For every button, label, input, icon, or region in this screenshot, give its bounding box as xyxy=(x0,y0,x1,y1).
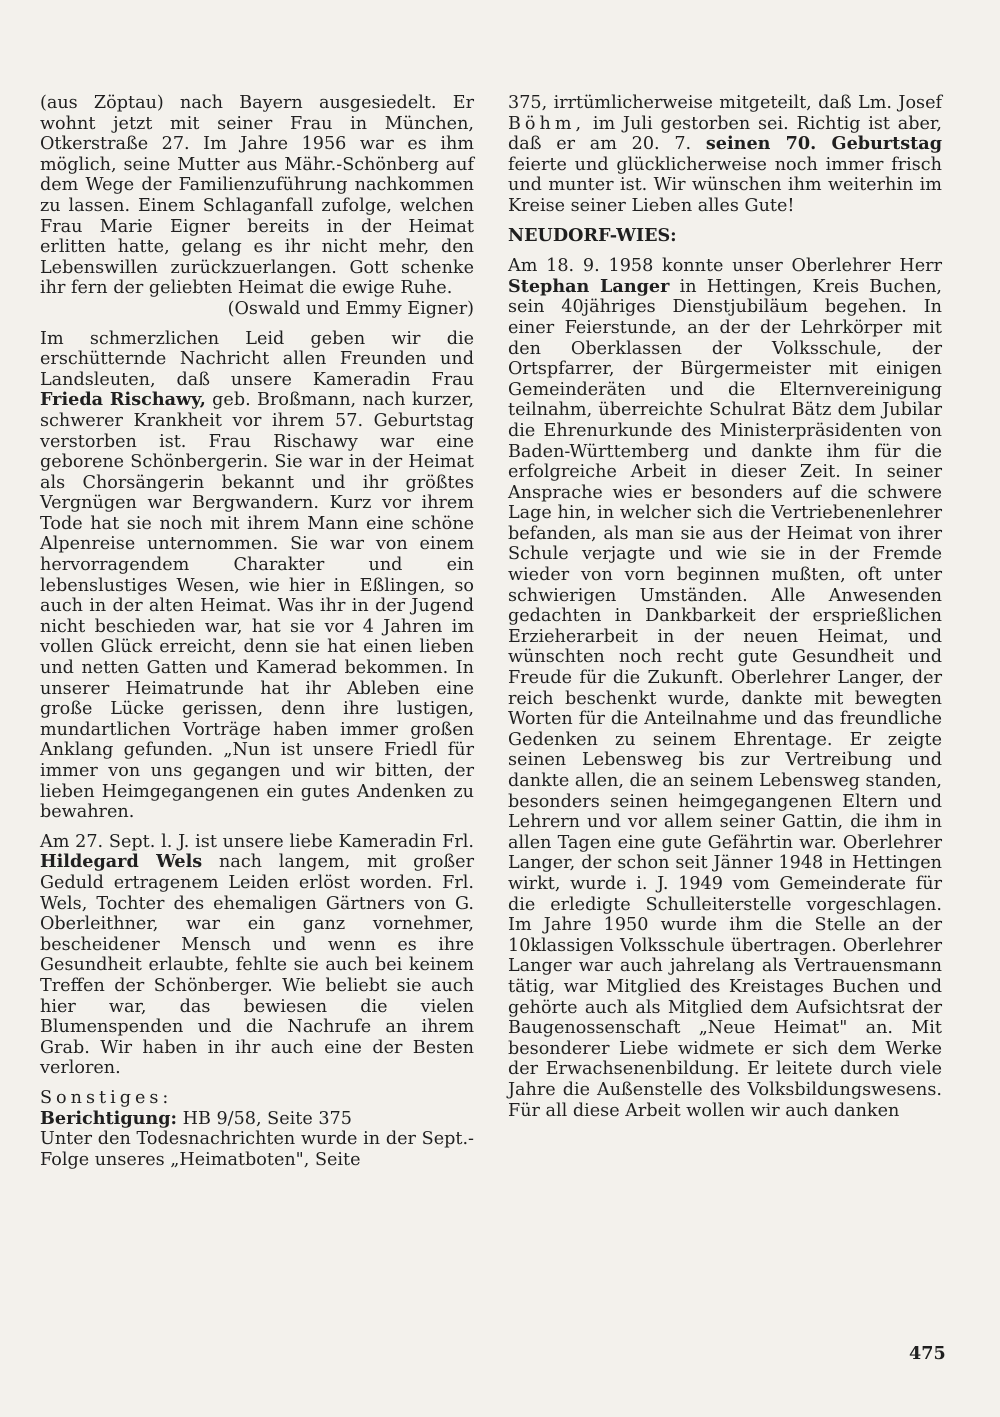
langer-text-after: in Hettingen, Kreis Buchen, sein 40jähriges Dienstjubiläum begehen. In einer Feierstunde, an der der Lehrkörper mit den Oberklassen der Volksschule, der Ortspfarrer, der Bürgermeister mit einigen Gemeinderäten und die Elternvereinigung teilnahm, überreichte Schulrat Bätz dem Jubilar die Ehrenurkunde des Ministerpräsidenten von Baden-Württemberg und dankte ihm für die erfolgreiche Arbeit in dieser Zeit. In seiner Ansprache wies er besonders auf die schwere Lage hin, in welcher sich die Vertriebenenlehrer befanden, als man sie aus der Heimat von ihrer Schule verjagte und wie sie in der Fremde wieder von vorn beginnen mußten, oft unter schwierigen Umständen. Alle Anwesenden gedachten in Dankbarkeit der ersprießlichen Erzieherarbeit in der neuen Heimat, und wünschten noch recht gute Gesundheit und Freude für die Zukunft. Oberlehrer Langer, der reich beschenkt wurde, dankte mit bewegten Worten für die Anteilnahme und das freundliche Gedenken zu seinem Ehrentage. Er zeigte seinen Lebensweg bis zur Vertreibung und dankte allen, die an seinem Lebensweg standen, besonders seinen heimgegangenen Eltern und Lehrern und vor allem seiner Gattin, die ihm in allen Tagen eine gute Gefährtin war. Oberlehrer Langer, der schon seit Jänner 1948 in Hettingen wirkt, wurde i. J. 1949 vom Gemeinderate für die erledigte Schulleiterstelle vorgeschlagen. Im Jahre 1950 wurde ihm die Stelle an der 10klassigen Volksschule übertragen. Oberlehrer Langer war auch jahrelang als Vertrauensmann tätig, war Mitglied des Kreistages Buchen und gehörte auch als Mitglied dem Aufsichtsrat der Baugenossenschaft „Neue Heimat" an. Mit besonderer Liebe widmete er sich dem Werke der Erwachsenenbildung. Er leitete durch viele Jahre die Außenstelle des Volksbildungswesens. Für all diese Arbeit wollen wir auch danken xyxy=(508,276,942,1121)
rischawy-text-after: geb. Broßmann, nach kurzer, schwerer Krankheit vor ihrem 57. Geburtstag verstorben ist. Frau Rischawy war eine geborene Schönbergerin. Sie war in der Heimat als Chorsängerin bekannt und ihr größtes Vergnügen war Bergwandern. Kurz vor ihrem Tode hat sie noch mit ihrem Mann eine schöne Alpenreise unternommen. Sie war von einem hervorragendem Charakter und ein lebenslustiges Wesen, wie hier in Eßlingen, so auch in der alten Heimat. Was ihr in der Jugend nicht beschieden war, hat sie vor 4 Jahren im vollen Glück erreicht, denn sie hat einen lieben und netten Gatten und Kamerad bekommen. In unserer Heimatrunde hat ihr Ableben eine große Lücke gerissen, denn ihre lustigen, mundartlichen Vorträge haben immer großen Anklang gefunden. „Nun ist unsere Friedl für immer von uns gegangen und wir bitten, der lieben Heimgegangenen ein gutes Andenken zu bewahren. xyxy=(40,390,474,823)
wels-text-before: Am 27. Sept. l. J. ist unsere liebe Kameradin Frl. xyxy=(40,831,474,852)
eigner-signature: (Oswald und Emmy Eigner) xyxy=(227,298,474,319)
wels-text-after: nach langem, mit großer Geduld ertragenem Leiden erlöst worden. Frl. Wels, Tochter des ehemaligen Gärtners von G. Oberleithner, war ein ganz vornehmer, bescheidener Mensch und wenn es ihre Gesundheit erlaubte, fehlte sie auch bei keinem Treffen der Schönberger. Wie beliebt sie auch hier war, das bewiesen die vielen Blumenspenden und die Nachrufe an ihrem Grab. Wir haben in ihr auch eine der Besten verloren. xyxy=(40,852,474,1079)
section-label-sonstiges: Sonstiges: xyxy=(40,1087,173,1108)
wels-obituary-paragraph xyxy=(40,832,474,1079)
bohm-text-3: feierte und glücklicherweise noch immer frisch und munter ist. Wir wünschen ihm weiterhin im Kreise seiner Lieben alles Gute! xyxy=(508,154,942,216)
rischawy-obituary-paragraph xyxy=(40,329,474,823)
correction-text: Unter den Todesnachrichten wurde in der Sept.-Folge unseres „Heimatboten", Seite xyxy=(40,1129,474,1170)
rischawy-name: Frieda Rischawy, xyxy=(40,389,206,411)
bohm-name: Böhm, xyxy=(508,113,586,134)
page-number: 475 xyxy=(909,1343,946,1364)
bohm-correction-paragraph xyxy=(508,93,942,217)
correction-line xyxy=(40,1109,474,1130)
bohm-text-2: im Juli gestorben sei. Richtig ist aber, daß er am 20. 7. xyxy=(508,113,942,155)
right-column xyxy=(508,93,942,1130)
langer-jubilee-paragraph xyxy=(508,256,942,1121)
bohm-text-1: 375, irrtümlicherweise mitgeteilt, daß Lm. Josef xyxy=(508,93,942,113)
correction-label: Berichtigung: xyxy=(40,1107,178,1129)
left-column xyxy=(40,93,474,1179)
rischawy-text-before: Im schmerzlichen Leid geben wir die erschütternde Nachricht allen Freunden und Landsleuten, daß unsere Kameradin Frau xyxy=(40,328,474,390)
eigner-obituary-paragraph: (aus Zöptau) nach Bayern ausgesiedelt. Er wohnt jetzt mit seiner Frau in München, Otkerstraße 27. Im Jahre 1956 war es ihm möglich, seine Mutter aus Mähr.-Schönberg auf dem Wege der Familienzuführung nachkommen zu lassen. Einem Schlaganfall zufolge, welchen Frau Marie Eigner bereits in der Heimat erlitten hatte, gelang es ihr nicht mehr, den Lebenswillen zurückzuerlangen. Gott schenke ihr fern der geliebten Heimat die ewige Ruhe. xyxy=(40,93,474,299)
section-heading-neudorf-wies: NEUDORF-WIES: xyxy=(508,224,677,246)
wels-name: Hildegard Wels xyxy=(40,851,203,873)
correction-reference: HB 9/58, Seite 375 xyxy=(177,1108,352,1129)
langer-name: Stephan Langer xyxy=(508,275,670,297)
langer-text-before: Am 18. 9. 1958 konnte unser Oberlehrer Herr xyxy=(508,256,942,277)
bohm-birthday: seinen 70. Geburtstag xyxy=(705,133,942,155)
